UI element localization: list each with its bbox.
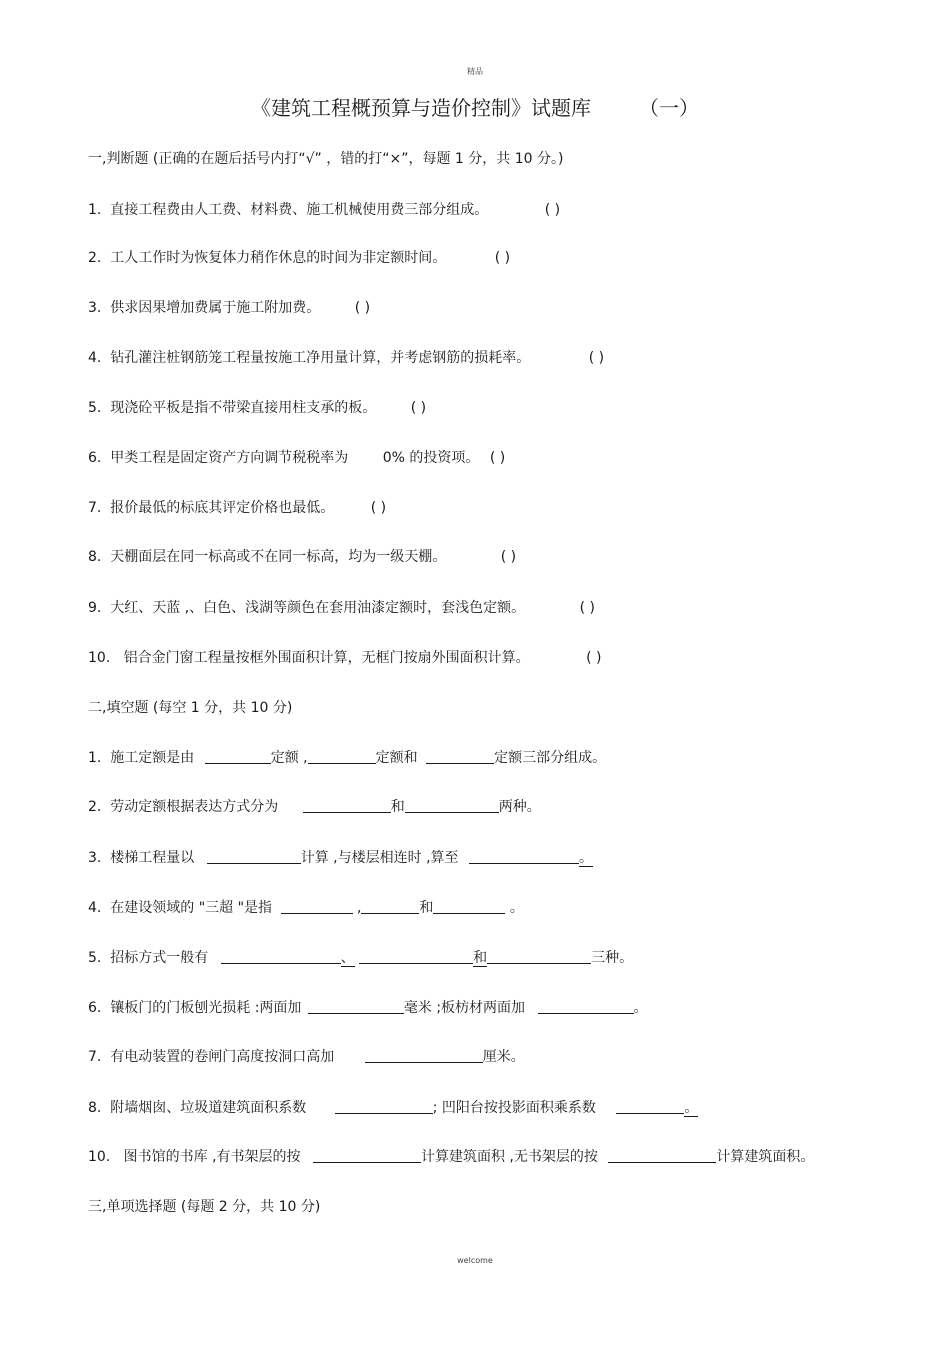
judge-item-10: [88, 647, 601, 667]
fill-item-3: [88, 847, 593, 867]
item-text-2: 0% 的投资项。: [382, 450, 480, 466]
item-text: 供求因果增加费属于施工附加费。: [110, 300, 321, 316]
judge-item-4: [88, 347, 604, 367]
item-text: 计算建筑面积。: [716, 1149, 815, 1165]
answer-paren[interactable]: ( ): [354, 300, 371, 316]
item-text: ; 凹阳台按投影面积乘系数: [432, 1100, 596, 1116]
blank-field[interactable]: [205, 749, 271, 764]
item-number: 10.: [88, 1149, 111, 1165]
header-tag: 精品: [467, 67, 483, 76]
blank-field[interactable]: [365, 1048, 483, 1063]
item-number: 5.: [88, 400, 102, 416]
item-text: 劳动定额根据表达方式分为: [110, 799, 279, 815]
item-number: 2.: [88, 250, 102, 266]
blank-field[interactable]: [308, 999, 404, 1014]
item-text: 。: [633, 1000, 648, 1016]
item-number: 9.: [88, 600, 102, 616]
answer-paren[interactable]: ( ): [494, 250, 511, 266]
item-number: 6.: [88, 1000, 102, 1016]
fill-item-5: [88, 947, 633, 967]
item-number: 3.: [88, 300, 102, 316]
item-text: 在建设领域的 "三超 "是指: [110, 900, 273, 916]
judge-item-6: [88, 447, 505, 467]
item-number: 10.: [88, 650, 111, 666]
answer-paren[interactable]: ( ): [579, 600, 595, 616]
item-text: 工人工作时为恢复体力稍作休息的时间为非定额时间。: [110, 250, 447, 266]
item-text: 招标方式一般有: [110, 950, 209, 966]
blank-field[interactable]: [405, 798, 499, 813]
section3-heading: 三,单项选择题 (每题 2 分，共 10 分): [88, 1199, 321, 1215]
judge-item-2: [88, 247, 510, 267]
item-text: 镶板门的门板刨光损耗 :两面加: [110, 1000, 302, 1016]
blank-field[interactable]: [359, 949, 473, 964]
fill-item-10: [88, 1146, 814, 1166]
fill-item-1: [88, 747, 606, 767]
item-text: 。: [578, 850, 593, 866]
judge-item-8: [88, 546, 516, 566]
item-number: 4.: [88, 900, 102, 916]
item-text: 三种。: [591, 950, 634, 966]
blank-field[interactable]: [426, 749, 494, 764]
fill-item-8: [88, 1097, 698, 1117]
answer-paren[interactable]: ( ): [500, 549, 517, 565]
judge-item-7: [88, 497, 386, 517]
blank-field[interactable]: [469, 849, 579, 864]
item-text: 附墙烟囱、垃圾道建筑面积系数: [110, 1100, 307, 1116]
answer-paren[interactable]: ( ): [410, 400, 427, 416]
item-number: 7.: [88, 1049, 102, 1065]
fill-item-6: [88, 997, 648, 1017]
item-text: 。: [684, 1100, 699, 1116]
item-text: 厘米。: [482, 1049, 525, 1065]
blank-field[interactable]: [538, 999, 634, 1014]
item-text: 定额和: [375, 750, 418, 766]
item-number: 3.: [88, 850, 102, 866]
item-text: 计算建筑面积 ,无书架层的按: [420, 1149, 598, 1165]
item-text: 毫米 ;板枋材两面加: [403, 1000, 526, 1016]
item-number: 1.: [88, 202, 102, 218]
blank-field[interactable]: [616, 1099, 684, 1114]
item-text: 有电动装置的卷闸门高度按洞口高加: [110, 1049, 335, 1065]
item-text: 天棚面层在同一标高或不在同一标高，均为一级天棚。: [110, 549, 447, 565]
footer-tag: welcome: [457, 1256, 493, 1265]
item-text: 铝合金门窗工程量按框外围面积计算，无框门按扇外围面积计算。: [123, 650, 530, 666]
section1-heading: 一,判断题 (正确的在题后括号内打“√” ，错的打“×”，每题 1 分，共 10 分。): [88, 151, 564, 167]
item-number: 8.: [88, 549, 102, 565]
item-text: 楼梯工程量以: [110, 850, 195, 866]
blank-field[interactable]: [221, 949, 341, 964]
blank-field[interactable]: [308, 749, 376, 764]
blank-field[interactable]: [207, 849, 301, 864]
blank-field[interactable]: [335, 1099, 433, 1114]
section2-heading: 二,填空题 (每空 1 分，共 10 分): [88, 700, 293, 716]
answer-paren[interactable]: ( ): [544, 202, 561, 218]
blank-field[interactable]: [608, 1148, 716, 1163]
item-text: 大红、天蓝 ,、白色、浅湖等颜色在套用油漆定额时，套浅色定额。: [110, 600, 526, 616]
answer-paren[interactable]: ( ): [588, 350, 605, 366]
item-text: 定额三部分组成。: [494, 750, 607, 766]
item-text: 两种。: [498, 799, 541, 815]
item-number: 1.: [88, 750, 102, 766]
item-text: 、: [340, 950, 355, 966]
judge-item-1: [88, 199, 560, 219]
item-text: 和: [390, 799, 405, 815]
item-number: 2.: [88, 799, 102, 815]
blank-field[interactable]: [487, 949, 591, 964]
item-text: 钻孔灌注桩钢筋笼工程量按施工净用量计算，并考虑钢筋的损耗率。: [110, 350, 531, 366]
fill-item-2: [88, 796, 541, 816]
item-text: 计算 ,与楼层相连时 ,算至: [300, 850, 459, 866]
blank-field[interactable]: [313, 1148, 421, 1163]
title-text: 《建筑工程概预算与造价控制》试题库: [251, 96, 591, 120]
fill-item-4: [88, 897, 524, 917]
item-text: 报价最低的标底其评定价格也最低。: [110, 500, 335, 516]
answer-paren[interactable]: ( ): [370, 500, 387, 516]
item-number: 4.: [88, 350, 102, 366]
item-number: 6.: [88, 450, 102, 466]
item-text: 和: [419, 900, 434, 916]
item-text: 。: [509, 900, 524, 916]
item-text: 和: [473, 950, 488, 966]
item-text: 现浇砼平板是指不带梁直接用柱支承的板。: [110, 400, 377, 416]
item-text: 定额 ,: [270, 750, 308, 766]
answer-paren[interactable]: ( ): [586, 650, 602, 666]
item-text: ,: [356, 900, 362, 916]
blank-field[interactable]: [303, 798, 391, 813]
answer-paren[interactable]: ( ): [489, 450, 506, 466]
item-number: 8.: [88, 1100, 102, 1116]
blank-field[interactable]: [361, 899, 419, 914]
judge-item-9: [88, 597, 595, 617]
item-text: 图书馆的书库 ,有书架层的按: [123, 1149, 301, 1165]
page-title: [0, 92, 950, 121]
title-suffix: （一）: [639, 96, 699, 120]
item-number: 7.: [88, 500, 102, 516]
fill-item-7: [88, 1046, 525, 1066]
blank-field[interactable]: [433, 899, 505, 914]
item-number: 5.: [88, 950, 102, 966]
item-text: 甲类工程是固定资产方向调节税税率为: [110, 450, 349, 466]
item-text: 直接工程费由人工费、材料费、施工机械使用费三部分组成。: [110, 202, 489, 218]
blank-field[interactable]: [281, 899, 353, 914]
judge-item-3: [88, 297, 370, 317]
item-text: 施工定额是由: [110, 750, 195, 766]
judge-item-5: [88, 397, 426, 417]
